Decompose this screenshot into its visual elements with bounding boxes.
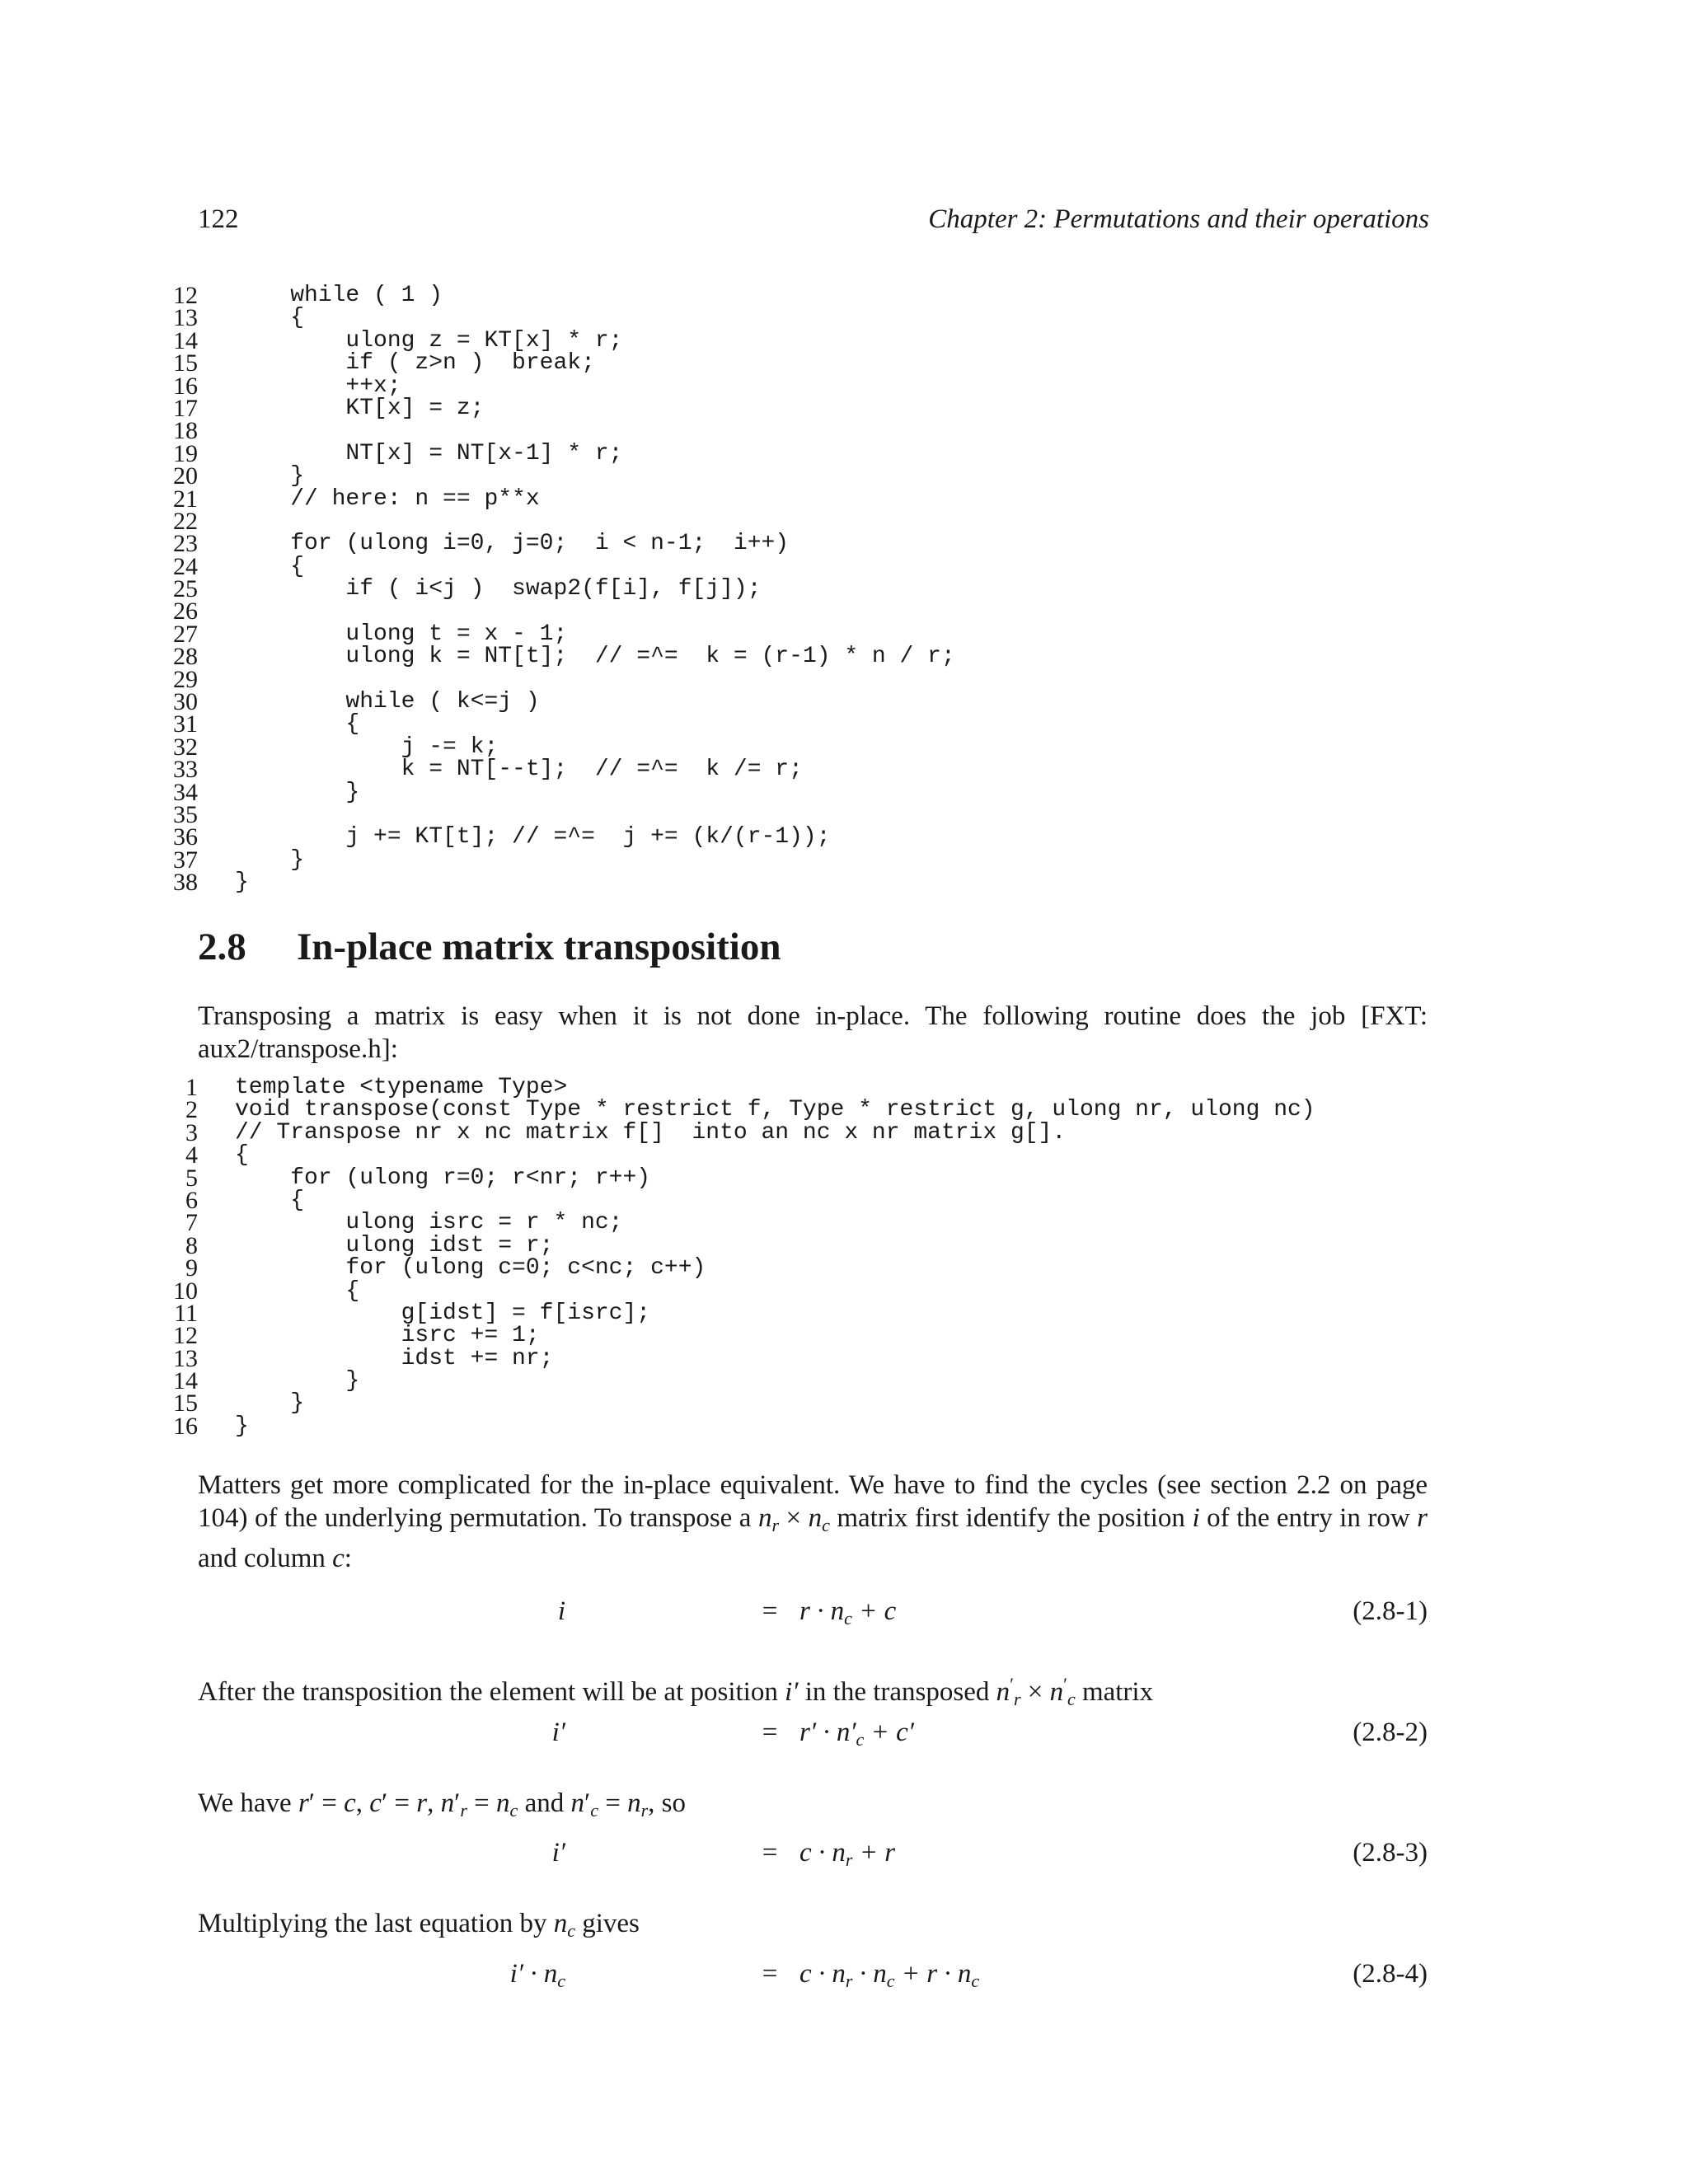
line-number: 20	[173, 462, 198, 490]
code-text: {	[235, 553, 305, 579]
equation-lhs: $i' \cdot n_c$	[509, 1959, 565, 1991]
text: matrix first identify the position	[829, 1503, 1193, 1533]
equation-rhs: $c \cdot n_r \cdot n_c + r \cdot n_c$	[799, 1959, 980, 1991]
line-number: 27	[173, 620, 198, 648]
line-number: 15	[173, 349, 198, 377]
line-number: 30	[173, 688, 198, 716]
code-text: isrc += 1;	[235, 1323, 540, 1349]
code-text: g[idst] = f[isrc];	[235, 1300, 651, 1326]
equation-lhs: i′	[551, 1838, 565, 1868]
code-text: k = NT[--t]; // =^= k /= r;	[235, 757, 803, 783]
line-number: 23	[173, 530, 198, 558]
line-number: 35	[173, 800, 198, 828]
line-number: 19	[173, 439, 198, 467]
line-number: 5	[185, 1164, 198, 1192]
line-number: 13	[173, 304, 198, 332]
text: and	[518, 1788, 571, 1818]
line-number: 15	[173, 1390, 198, 1418]
line-number: 12	[173, 1322, 198, 1350]
equation-number: (2.8-1)	[1353, 1596, 1428, 1626]
section-title: In-place matrix transposition	[297, 926, 781, 968]
line-number: 12	[173, 282, 198, 309]
code-text: {	[235, 711, 360, 738]
code-text: ulong z = KT[x] * r;	[235, 327, 623, 354]
code-text: NT[x] = NT[x-1] * r;	[235, 440, 623, 466]
equation-relation: =	[762, 1596, 778, 1626]
text: Matters get more complicated for the in-place equivalent. We have to find the cycles (see section 2.2 on page 104) of the underlying permutation. To transpose a	[198, 1470, 1428, 1533]
line-number: 37	[173, 846, 198, 874]
code-text: if ( i<j ) swap2(f[i], f[j]);	[235, 576, 762, 602]
line-number: 11	[174, 1299, 198, 1327]
math-c: c	[332, 1544, 345, 1573]
code-text: {	[235, 1142, 249, 1169]
text: gives	[574, 1909, 640, 1938]
line-number: 31	[173, 710, 198, 738]
code-text: while ( 1 )	[235, 283, 443, 308]
equation-number: (2.8-2)	[1353, 1718, 1428, 1747]
code-text: void transpose(const Type * restrict f, Type * restrict g, ulong nr, ulong nc)	[235, 1097, 1315, 1123]
line-number: 36	[173, 823, 198, 851]
equation-number: (2.8-3)	[1353, 1838, 1428, 1868]
paragraph-multiplying: Multiplying the last equation by $n_c$ gives	[198, 1909, 640, 1941]
code-text: }	[235, 463, 305, 490]
line-number: 24	[173, 552, 198, 580]
text: Multiplying the last equation by	[198, 1909, 554, 1938]
code-text: j -= k;	[235, 733, 499, 760]
text: , so	[648, 1788, 686, 1818]
line-number: 4	[185, 1141, 198, 1169]
math-r: r	[1417, 1503, 1428, 1533]
code-text: {	[235, 1277, 360, 1304]
equation-2-8-2	[198, 1716, 1428, 1749]
code-text: }	[235, 1368, 360, 1394]
line-number: 38	[173, 869, 198, 897]
line-number: 14	[173, 1367, 198, 1395]
equation-rhs: $r' \cdot n'_c + c'$	[799, 1718, 914, 1750]
math-i-prime: i′	[785, 1677, 799, 1707]
equation-lhs: i	[557, 1596, 565, 1626]
line-number: 8	[185, 1231, 198, 1259]
line-number: 34	[173, 778, 198, 806]
text: and column	[198, 1544, 333, 1573]
code-text: template <typename Type>	[235, 1075, 568, 1100]
line-number: 28	[173, 643, 198, 671]
code-text: // Transpose nr x nc matrix f[] into an nc x nr matrix g[].	[235, 1119, 1067, 1146]
line-number: 9	[185, 1254, 198, 1282]
code-text: for (ulong c=0; c<nc; c++)	[235, 1255, 706, 1282]
equation-relation: =	[762, 1838, 778, 1868]
line-number: 13	[173, 1344, 198, 1372]
equation-rhs: $c \cdot n_r + r$	[799, 1838, 896, 1870]
section-number: 2.8	[198, 926, 246, 968]
running-title: Chapter 2: Permutations and their operations	[928, 204, 1429, 234]
line-number: 21	[173, 485, 198, 513]
equation-2-8-1	[198, 1595, 1428, 1628]
equation-relation: =	[762, 1718, 778, 1747]
code-text: }	[235, 1390, 305, 1417]
text: matrix	[1075, 1677, 1154, 1707]
code-text: {	[235, 1187, 305, 1213]
line-number: 16	[173, 1412, 198, 1440]
line-number: 3	[185, 1118, 198, 1146]
code-text: }	[235, 1413, 249, 1439]
text: :	[344, 1544, 352, 1573]
math-n: $n_r$	[757, 1503, 780, 1535]
equation-relation: =	[762, 1959, 778, 1989]
paragraph-intro: Transposing a matrix is easy when it is not done in-place. The following routine does the job [FXT: aux2/transpose.h]:	[198, 1001, 1428, 1064]
line-number: 17	[173, 394, 198, 422]
code-text: // here: n == p**x	[235, 485, 540, 512]
equation-number: (2.8-4)	[1353, 1959, 1428, 1989]
line-number: 6	[185, 1186, 198, 1214]
line-number: 16	[173, 372, 198, 400]
code-text: ulong k = NT[t]; // =^= k = (r-1) * n / r;	[235, 644, 955, 670]
math-i: i	[1192, 1503, 1200, 1533]
code-text: ulong idst = r;	[235, 1232, 554, 1258]
page-number: 122	[198, 204, 239, 234]
code-text: KT[x] = z;	[235, 395, 485, 421]
paragraph-in-place	[198, 1469, 1428, 1575]
equation-rhs: $r \cdot n_c + c$	[799, 1596, 897, 1629]
code-text: }	[235, 846, 305, 873]
line-number: 1	[185, 1074, 198, 1101]
line-number: 22	[173, 507, 198, 535]
line-number: 33	[173, 756, 198, 784]
equation-lhs: i′	[551, 1718, 565, 1747]
code-text: ++x;	[235, 373, 401, 399]
line-number: 25	[173, 575, 198, 603]
code-text: }	[235, 779, 360, 805]
code-text: {	[235, 305, 305, 331]
math-n: $n_c$	[808, 1503, 830, 1535]
text: We have	[198, 1788, 298, 1818]
line-number: 18	[173, 417, 198, 445]
code-text: }	[235, 869, 249, 896]
text: of the entry in row	[1199, 1503, 1418, 1533]
code-text: while ( k<=j )	[235, 689, 540, 715]
text: in the transposed	[798, 1677, 996, 1707]
equation-2-8-3	[198, 1836, 1428, 1869]
paragraph-after-transposition: After the transposition the element will be at position i′ in the transposed $n'_r \times n'_c$ matrix	[198, 1674, 1154, 1709]
code-text: for (ulong r=0; r<nr; r++)	[235, 1165, 651, 1191]
equation-2-8-4	[198, 1957, 1428, 1990]
line-number: 26	[173, 598, 198, 626]
line-number: 14	[173, 326, 198, 354]
line-number: 7	[185, 1209, 198, 1237]
code-text: ulong t = x - 1;	[235, 621, 568, 647]
line-number: 32	[173, 733, 198, 761]
math-times: ×	[779, 1503, 809, 1533]
code-text: for (ulong i=0, j=0; i < n-1; i++)	[235, 531, 790, 557]
text: After the transposition the element will be at position	[198, 1677, 785, 1707]
code-text: ulong isrc = r * nc;	[235, 1210, 623, 1236]
code-text: idst += nr;	[235, 1345, 554, 1371]
code-text: j += KT[t]; // =^= j += (k/(r-1));	[235, 824, 831, 851]
line-number: 10	[173, 1277, 198, 1305]
line-number: 2	[185, 1096, 198, 1124]
paragraph-we-have: We have r′ = c, c′ = r, $n'_r = n_c$ and $n'_c = n_r$, so	[198, 1788, 686, 1821]
section-heading	[198, 925, 781, 969]
line-number: 29	[173, 665, 198, 693]
code-text: if ( z>n ) break;	[235, 350, 595, 377]
